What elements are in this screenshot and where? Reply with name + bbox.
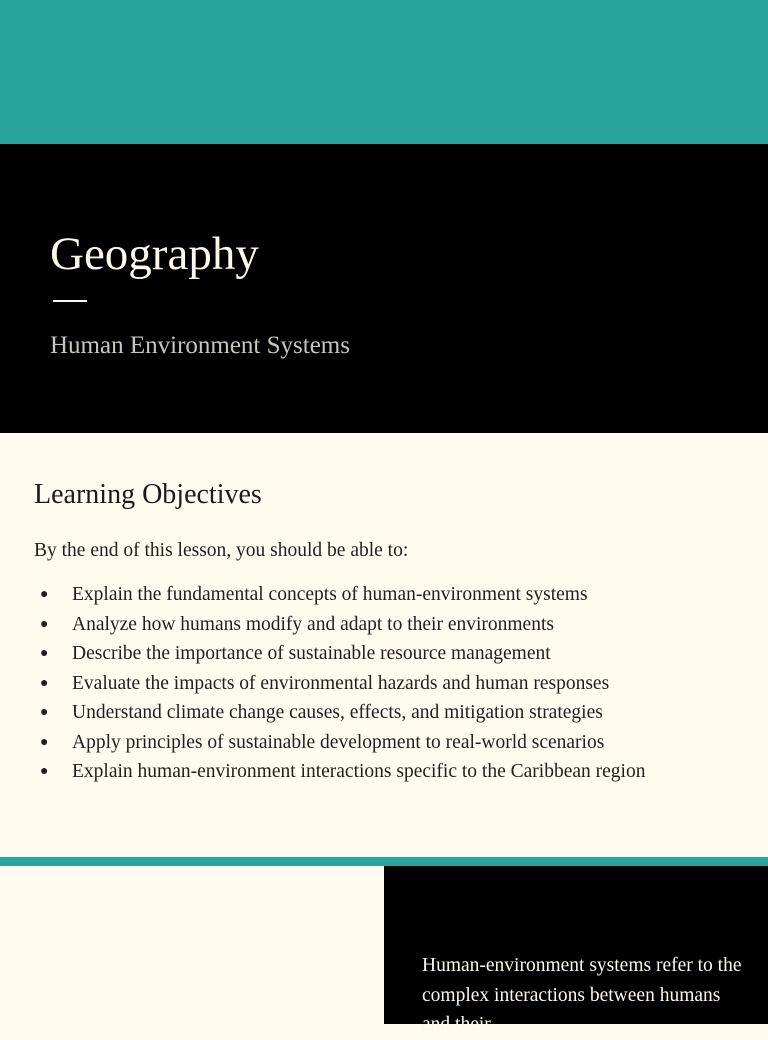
- next-section-left-panel: [0, 866, 384, 1024]
- list-item-text: Describe the importance of sustainable resource management: [72, 643, 551, 664]
- list-item-text: Understand climate change causes, effects, and mitigation strategies: [72, 702, 603, 723]
- list-item-text: Analyze how humans modify and adapt to their environments: [72, 613, 554, 635]
- list-item: [34, 757, 734, 787]
- bullet-icon: ●: [40, 705, 49, 720]
- list-item-text: Explain the fundamental concepts of human-environment systems: [72, 584, 588, 605]
- list-item-text: Explain human-environment interactions specific to the Caribbean region: [72, 761, 646, 782]
- list-item: [34, 639, 734, 669]
- learning-objectives-section: [0, 433, 768, 857]
- top-accent-band: [0, 0, 768, 144]
- section-intro: By the end of this lesson, you should be able to:: [34, 540, 409, 561]
- bullet-icon: ●: [40, 646, 49, 661]
- list-item: [34, 580, 734, 610]
- title-slide: [0, 144, 768, 433]
- list-item: [34, 610, 734, 640]
- page-title: Geography: [50, 228, 259, 280]
- list-item-text: Apply principles of sustainable development to real-world scenarios: [72, 731, 605, 753]
- list-item: [34, 669, 734, 699]
- bullet-icon: ●: [40, 734, 49, 750]
- next-section-right-panel: [384, 866, 768, 1035]
- page-subtitle: Human Environment Systems: [50, 332, 350, 359]
- list-item: [34, 698, 734, 728]
- bullet-icon: ●: [40, 616, 49, 632]
- list-item: [34, 728, 734, 758]
- list-item-text: Evaluate the impacts of environmental hazards and human responses: [72, 672, 610, 694]
- title-divider: [53, 300, 87, 302]
- section-heading: Learning Objectives: [34, 479, 262, 510]
- bullet-icon: ●: [40, 587, 49, 602]
- section-body-text: Human-environment systems refer to the complex interactions between humans and their: [422, 955, 742, 1035]
- bullet-icon: ●: [40, 675, 49, 691]
- bullet-icon: ●: [40, 764, 49, 779]
- section-divider: [0, 857, 768, 866]
- objectives-list: [34, 580, 734, 787]
